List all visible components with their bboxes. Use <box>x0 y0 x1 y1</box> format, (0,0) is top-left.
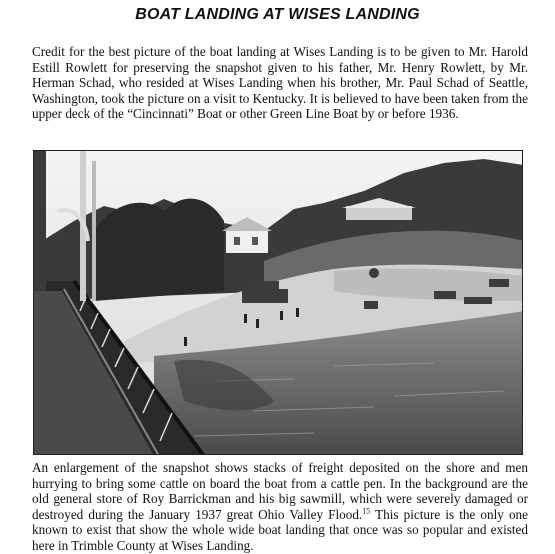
page-title: BOAT LANDING AT WISES LANDING <box>135 6 420 23</box>
caption-text: An enlargement of the snapshot shows stacks of freight deposited on the shore and men hurrying to bring some cattle on board the boat from a cattle pen. In the background are the old general store of Roy Barrickman and his big sawmill, which were severely damaged or destroyed during the January 1937 great Ohio Valley Flood. <box>32 460 528 522</box>
intro-paragraph: Credit for the best picture of the boat landing at Wises Landing is to be given to Mr. Harold Estill Rowlett for preserving the snapshot given to his father, Mr. Henry Rowlett, by Mr. Herman Schad, who resided at Wises Landing when his brother, Mr. Paul Schad of Seattle, Washington, took the picture on a visit to Kentucky. It is believed to have been taken from the upper deck of the “Cincinnati” Boat or other Green Line Boat by or before 1936. <box>32 44 528 122</box>
photo-caption <box>32 460 528 554</box>
footnote-marker: 15 <box>362 506 371 516</box>
boat-landing-photograph <box>33 150 523 455</box>
caption-text-continued: This picture is the only one known to exist that show the whole wide boat landing that once was so popular and existed here in Trimble County at Wises Landing. <box>32 506 528 553</box>
